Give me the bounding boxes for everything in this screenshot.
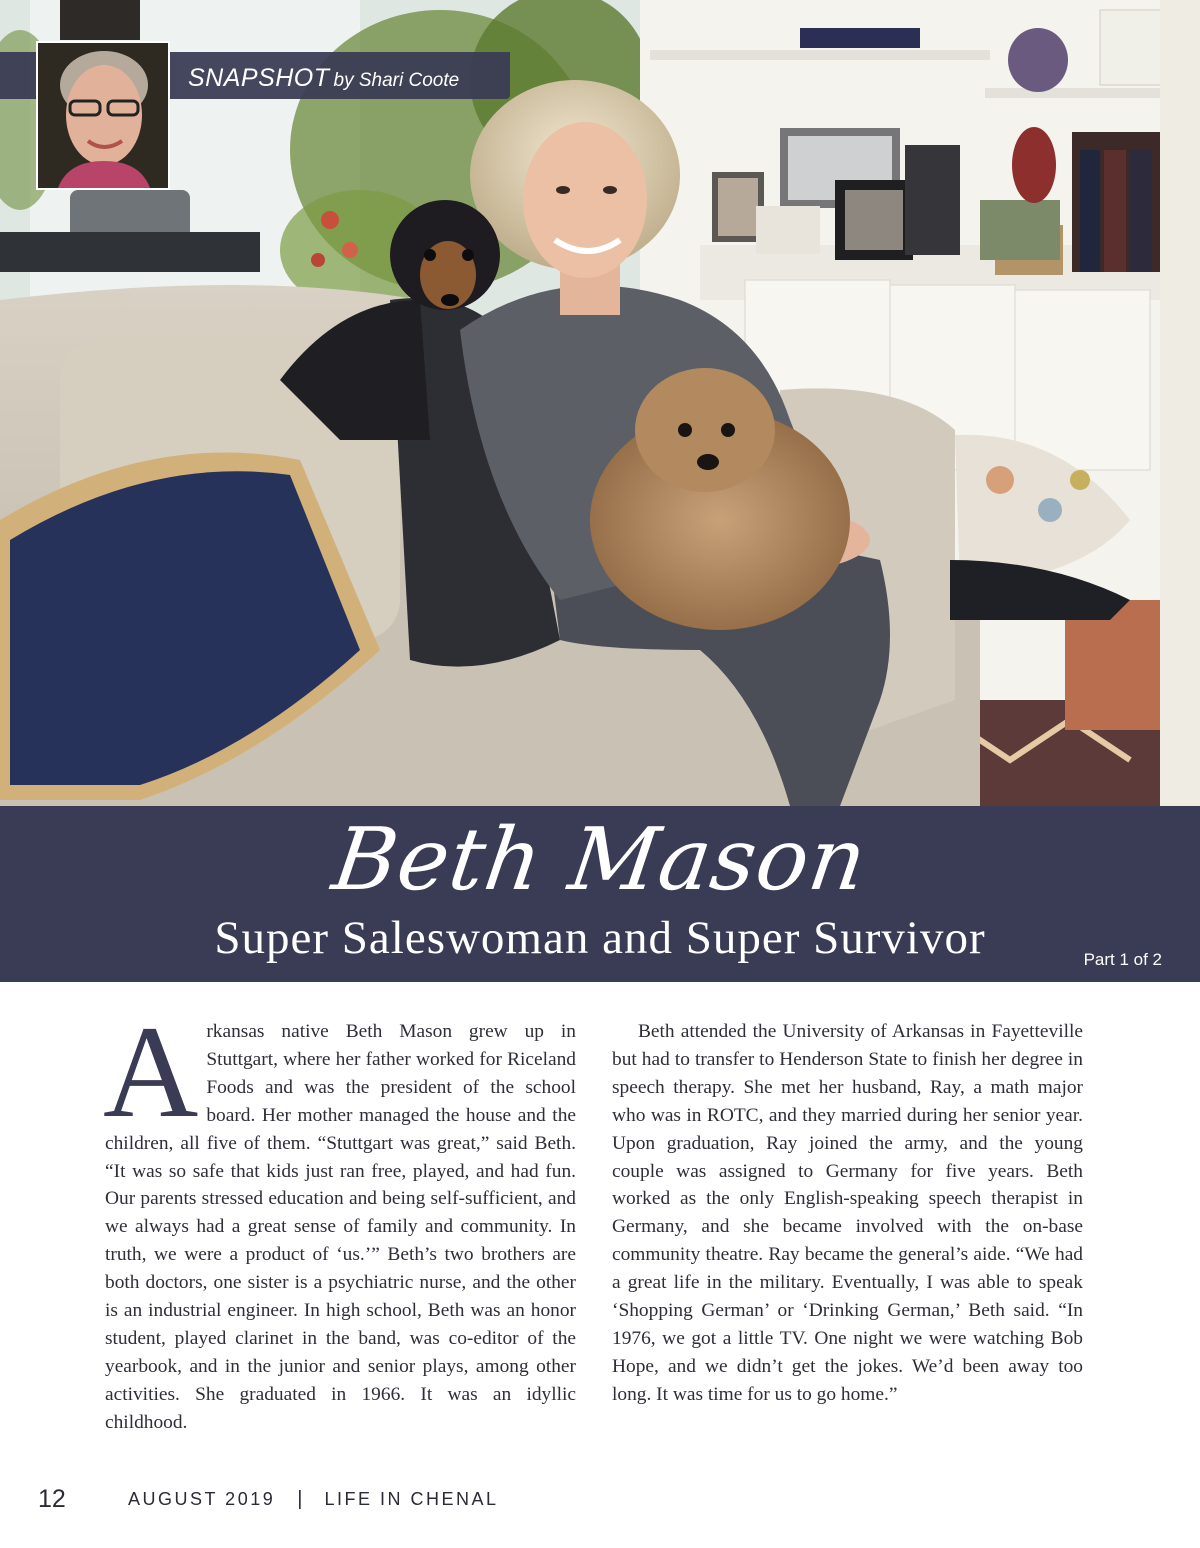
page-number: 12 [38,1484,66,1513]
column-header [188,60,459,96]
author-portrait [38,43,168,188]
footer-separator: | [297,1487,303,1510]
issue-date: AUGUST 2019 [128,1488,276,1509]
article-column-left [103,998,576,1437]
article-title: Beth Mason [326,810,874,910]
part-label: Part 1 of 2 [1083,950,1162,969]
paragraph: rkansas native Beth Mason grew up in Stuttgart, where her father worked for Riceland Foods and was the president of the school board. Her mother managed the house and the children, all five of them. “Stuttgart was great,” said Beth. “It was so safe that kids just ran free, played, and had fun. Our parents stressed education and being self-sufficient, and we always had a great sense of family and community. In truth, we were a product of ‘us.’” Beth’s two brothers are both doctors, one sister is a psychiatric nurse, and the other is an industrial engineer. In high school, Beth was an honor student, played clarinet in the band, was co-editor of the yearbook, and in the junior and senior plays, among other activities. She graduated in 1966. It was an idyllic childhood. [105,1021,576,1433]
drop-cap: A [103,998,199,1145]
column-label: SNAPSHOT [188,64,330,92]
publication-name: LIFE IN CHENAL [324,1488,499,1509]
paragraph: Beth attended the University of Arkansas in Fayetteville but had to transfer to Henderson State to finish her degree in speech therapy. She met her husband, Ray, a math major who was in ROTC, and they married during her senior year. Upon graduation, Ray joined the army, and the young couple was assigned to Germany for five years. Beth worked as the only English-speaking speech therapist in Germany, and she became involved with the on-base community theatre. Ray became the general’s aide. “We had a great life in the military. Eventually, I was able to speak ‘Shopping German’ or ‘Drinking German,’ Beth said. “In 1976, we got a little TV. One night we were watching Bob Hope, and we didn’t get the jokes. We’d been away too long. It was time for us to go home.” [612,1021,1083,1405]
article-column-right [612,1018,1083,1409]
article-subtitle: Super Saleswoman and Super Survivor [214,912,986,964]
byline: by Shari Coote [333,70,460,91]
author-photo [36,41,170,190]
page-footer [38,1480,498,1518]
